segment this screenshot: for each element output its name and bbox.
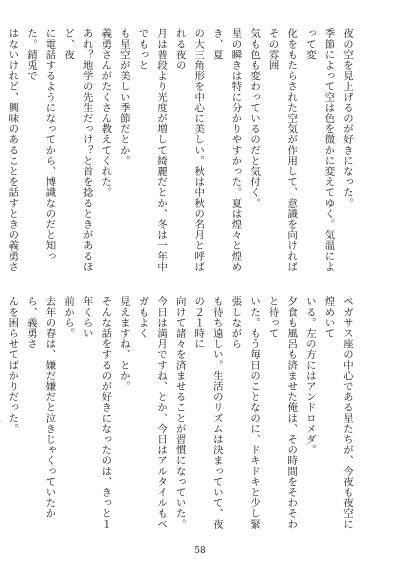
text-line: 夕食も風呂も済ませた俺は、その時間をそわそわと待って xyxy=(266,296,298,530)
text-line: 季節によって空は色を微かに変えてゆく。気温によって変 xyxy=(303,28,335,272)
text-line: の大三角形を中心に美しい。秋は中秋の名月と呼ばれる夜の xyxy=(173,28,205,272)
text-line: 前から。 xyxy=(62,296,75,339)
text-line: そんな話をするのが好きになったのは、きっと１年くらい xyxy=(80,296,112,530)
text-line xyxy=(0,296,3,532)
text-line: も星空が美しい季節だとか。 xyxy=(117,28,130,166)
text-line: 化をもたらされた空気が作用して、意識を向ければその雰囲 xyxy=(266,28,298,272)
text-line: いる。左の方にはアンドロメダ。 xyxy=(303,296,316,455)
text-line: 去年の春は、嫌だ嫌だと泣きじゃくっていたから、義勇さ xyxy=(24,296,56,519)
text-line: 向けて諸々を済ませることが習慣になっていた。 xyxy=(173,296,186,530)
text-line: はないけれど、興味のあることを話すときの義勇さ xyxy=(6,28,19,272)
text-line: 夜の空を見上げるのが好きになった。 xyxy=(341,28,353,209)
text-block-upper xyxy=(6,28,356,276)
text-line: 星の瞬きは特に分かりやすかった。夏は煌々と煌めき、夏 xyxy=(210,28,242,272)
page-number: 58 xyxy=(194,546,206,556)
text-line: 気も色も変わっているのだと気付く。 xyxy=(248,28,261,209)
text-line: んを困らせてばかりだった。 xyxy=(6,296,19,434)
text-line: に電話するようになってから、博識なのだと知った。錆兎で xyxy=(24,28,56,262)
text-line: 月は普段より光度が増して綺麗だとか、冬は一年中でもっと xyxy=(136,28,168,272)
text-line: も待ち遠しい。生活のリズムは決まっていて、夜の２１時に xyxy=(192,296,223,530)
text-line: 義勇さんがたくさん教えてくれた。 xyxy=(99,28,112,198)
text-line: 今日は満月ですね、とか、今日はアルタイルもベガもよく xyxy=(136,296,168,530)
text-line: 見えますね、とか。 xyxy=(117,296,130,392)
text-block-lower xyxy=(6,296,356,532)
text-line: いた。もう毎日のことなのに、ドキドキと少し緊張しながら xyxy=(229,296,261,530)
text-line: あれ？地学の先生だっけ？と首を捻るときがあるほど、夜 xyxy=(62,28,93,272)
text-line: ペガサス座の中心である星たちが、今夜も夜空に煌めいて xyxy=(322,296,353,530)
